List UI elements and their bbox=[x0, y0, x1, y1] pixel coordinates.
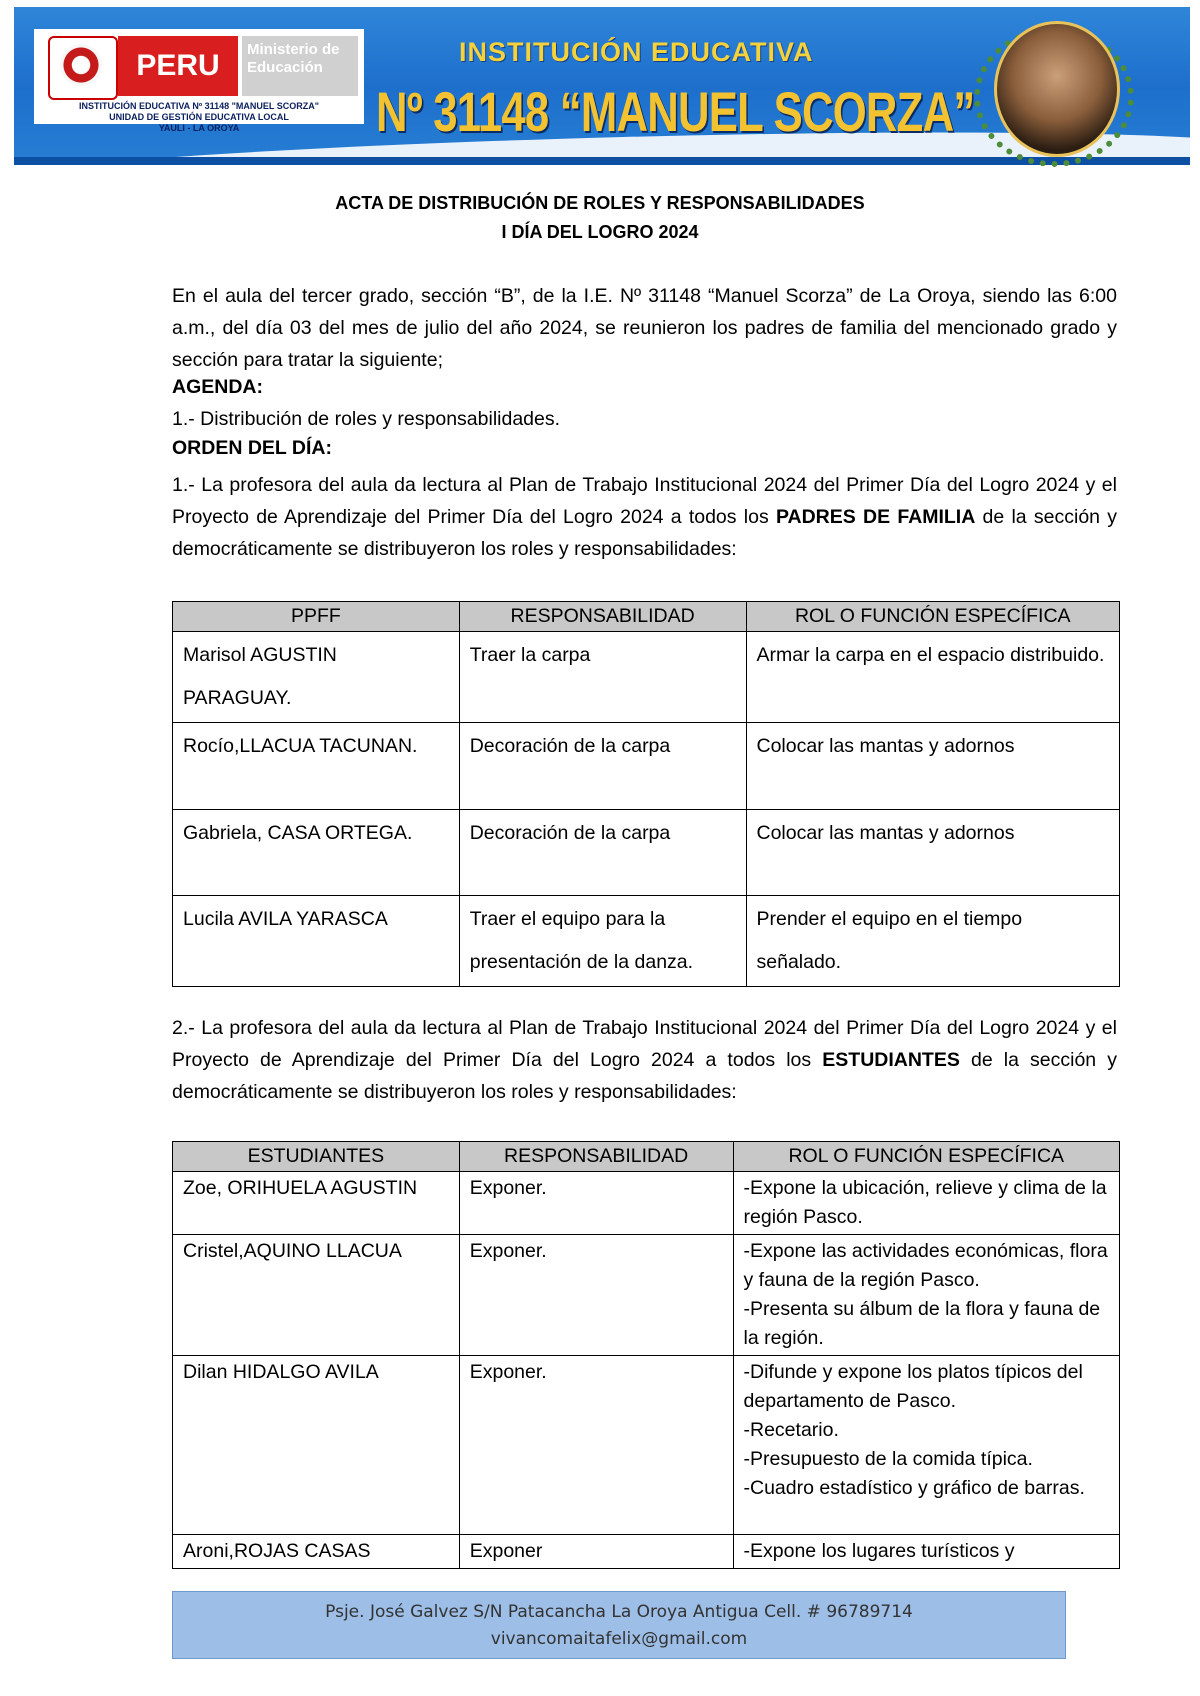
agenda-item: 1.- Distribución de roles y responsabilidades. bbox=[172, 408, 561, 430]
intro-paragraph: En el aula del tercer grado, sección “B”, de la I.E. Nº 31148 “Manuel Scorza” de La Oroya, siendo las 6:00 a.m., del día 03 del mes de julio del año 2024, se reunieron los padres de familia del mencionado grado y sección para tratar la siguiente; bbox=[172, 285, 1117, 371]
table-row bbox=[173, 632, 1120, 723]
table-cell: Exponer. bbox=[459, 1235, 733, 1356]
table1-header-ppff: PPFF bbox=[173, 602, 460, 632]
table-cell: Decoración de la carpa bbox=[459, 810, 746, 896]
table-cell: Exponer bbox=[459, 1535, 733, 1569]
table-row bbox=[173, 1535, 1120, 1569]
portrait-image bbox=[994, 21, 1120, 157]
table-row bbox=[173, 1235, 1120, 1356]
table-row bbox=[173, 896, 1120, 987]
item1-paragraph: 1.- La profesora del aula da lectura al Plan de Trabajo Institucional 2024 del Primer Día del Logro 2024 y el Proyecto de Aprendizaje del Primer Día del Logro 2024 a todos los PADRES DE FAMILIA de la sección y democráticamente se distribuyeron los roles y responsabilidades: bbox=[172, 474, 1117, 560]
document-subtitle: I DÍA DEL LOGRO 2024 bbox=[501, 222, 699, 242]
document-title: ACTA DE DISTRIBUCIÓN DE ROLES Y RESPONSABILIDADES bbox=[335, 193, 865, 213]
table-cell: -Expone las actividades económicas, flora y fauna de la región Pasco. -Presenta su álbum de la flora y fauna de la región. bbox=[733, 1235, 1119, 1356]
table-row bbox=[173, 723, 1120, 810]
table-cell: Colocar las mantas y adornos bbox=[746, 810, 1120, 896]
table-row bbox=[173, 1356, 1120, 1535]
table-cell: Rocío,LLACUA TACUNAN. bbox=[173, 723, 460, 810]
table-cell: Armar la carpa en el espacio distribuido. bbox=[746, 632, 1120, 723]
banner-bottom bbox=[14, 165, 1190, 187]
table-cell: Exponer. bbox=[459, 1172, 733, 1235]
table-cell: Lucila AVILA YARASCA bbox=[173, 896, 460, 987]
table-cell: Traer el equipo para la presentación de la danza. bbox=[459, 896, 746, 987]
table2-header-estudiantes: ESTUDIANTES bbox=[173, 1142, 460, 1172]
institution-small-text: INSTITUCIÓN EDUCATIVA Nº 31148 "MANUEL SCORZA" UNIDAD DE GESTIÓN EDUCATIVA LOCAL YAULI - LA OROYA bbox=[78, 101, 320, 133]
item2-paragraph: 2.- La profesora del aula da lectura al Plan de Trabajo Institucional 2024 del Primer Día del Logro 2024 y el Proyecto de Aprendizaje del Primer Día del Logro 2024 a todos los ESTUDIANTES de la sección y democráticamente se distribuyeron los roles y responsabilidades: bbox=[172, 1017, 1117, 1103]
header-banner bbox=[14, 7, 1190, 187]
peru-label: PERU bbox=[118, 36, 238, 96]
table-cell: Colocar las mantas y adornos bbox=[746, 723, 1120, 810]
ministry-label: Ministerio de Educación bbox=[242, 36, 358, 96]
table-cell: Cristel,AQUINO LLACUA bbox=[173, 1235, 460, 1356]
table1-header-rol: ROL O FUNCIÓN ESPECÍFICA bbox=[746, 602, 1120, 632]
table-cell: Traer la carpa bbox=[459, 632, 746, 723]
banner-title-line1: INSTITUCIÓN EDUCATIVA bbox=[459, 37, 814, 67]
table-row bbox=[173, 1172, 1120, 1235]
table-cell: Zoe, ORIHUELA AGUSTIN bbox=[173, 1172, 460, 1235]
table-cell: Prender el equipo en el tiempo señalado. bbox=[746, 896, 1120, 987]
table-cell: Decoración de la carpa bbox=[459, 723, 746, 810]
table-cell: Gabriela, CASA ORTEGA. bbox=[173, 810, 460, 896]
table-cell: -Difunde y expone los platos típicos del departamento de Pasco. -Recetario. -Presupuesto de la comida típica. -Cuadro estadístico y gráfico de barras. bbox=[733, 1356, 1119, 1535]
table-cell: Dilan HIDALGO AVILA bbox=[173, 1356, 460, 1535]
table-row bbox=[173, 810, 1120, 896]
footer-email: vivancomaitafelix@gmail.com bbox=[490, 1629, 748, 1649]
table-cell: Marisol AGUSTIN PARAGUAY. bbox=[173, 632, 460, 723]
footer-address: Psje. José Galvez S/N Patacancha La Oroya Antigua Cell. # 96789714 bbox=[325, 1602, 913, 1622]
peru-crest-icon bbox=[48, 36, 118, 100]
agenda-label: AGENDA: bbox=[172, 376, 263, 398]
table1-header-responsabilidad: RESPONSABILIDAD bbox=[459, 602, 746, 632]
table-cell: -Expone la ubicación, relieve y clima de la región Pasco. bbox=[733, 1172, 1119, 1235]
table-cell: Exponer. bbox=[459, 1356, 733, 1535]
students-table bbox=[172, 1141, 1120, 1569]
table-cell: -Expone los lugares turísticos y bbox=[733, 1535, 1119, 1569]
table2-header-responsabilidad: RESPONSABILIDAD bbox=[459, 1142, 733, 1172]
table2-header-rol: ROL O FUNCIÓN ESPECÍFICA bbox=[733, 1142, 1119, 1172]
orden-label: ORDEN DEL DÍA: bbox=[172, 437, 332, 459]
parents-table bbox=[172, 601, 1120, 987]
table-cell: Aroni,ROJAS CASAS bbox=[173, 1535, 460, 1569]
footer-contact-box bbox=[172, 1591, 1066, 1659]
banner-title-line2: Nº 31148 “MANUEL SCORZA” bbox=[376, 80, 975, 143]
banner-strip bbox=[14, 157, 1190, 165]
ministry-logo bbox=[34, 29, 364, 133]
